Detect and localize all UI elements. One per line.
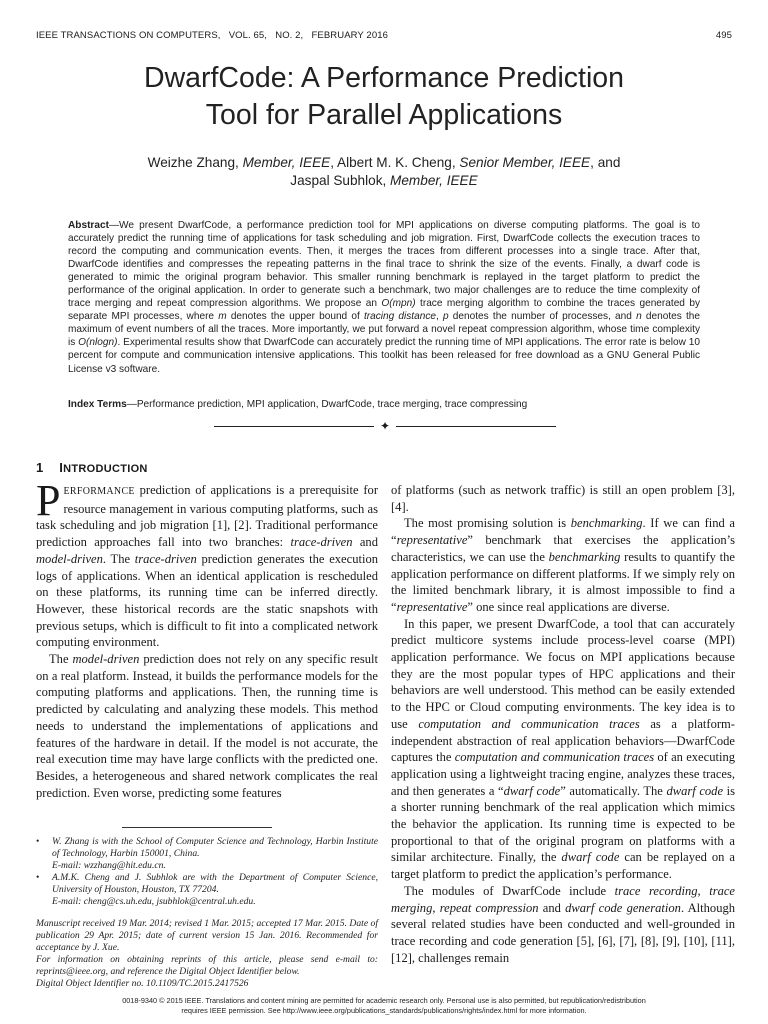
title-line-2: Tool for Parallel Applications [205,99,563,131]
footnotes [36,836,378,990]
doi-line: Digital Object Identifier no. 10.1109/TC.2015.2417526 [36,978,249,990]
body-italic: trace merging [391,883,735,915]
body-italic: model-driven [36,551,103,566]
abstract-text: , [436,311,443,323]
body-text: . If we can find a “ [391,516,735,548]
bullet-icon: • [36,872,40,884]
body-paragraph [36,476,378,651]
index-terms-label: Index Terms [68,399,127,410]
abstract-text: denotes the maximum of event numbers of all the traces. More importantly, we put forward a novel repeat compression algorithm, whose time complexity is [68,311,700,349]
copyright-notice [0,996,768,1015]
author-3-role: Member, IEEE [390,173,478,188]
body-text: ” benchmark that exercises the application’s characteristics, we can use the [391,533,735,564]
body-text: . Although several related studies have been conducted and well-grounded in trace recording and code generation [5], [6], [7], [8], [9], [10], [11], [12], challenges remain [391,900,736,965]
divider-line-right [396,426,556,427]
left-column [36,476,378,801]
body-italic: dwarf code generation [565,900,681,915]
body-paragraph [391,616,735,883]
author-sep-1: , Albert M. K. Cheng, [330,155,460,170]
section-heading [36,460,148,475]
copyright-line-2: requires IEEE permission. See http://www.ieee.org/publications_standards/publications/rights/index.html for more information. [181,1005,587,1015]
body-text: and [538,900,566,915]
footnote-text: W. Zhang is with the School of Computer Science and Technology, Harbin Institute of Technology, Harbin 150001, China. [52,836,378,860]
body-text: prediction generates the execution logs of applications. When an identical application is rescheduled on these platforms, its running time can be inferred directly. However, these historical records are the static snapshots with previous setups, which is difficult to fit into a complicated network computing environment. [36,551,378,650]
body-text: The most promising solution is [404,516,571,531]
abstract-text: denotes the number of processes, and [448,311,637,323]
author-sep-2: , and [590,155,621,170]
abstract-text: . Experimental results show that DwarfCode can accurately predict the running time of MPI applications. The error rate is below 10 percent for compute and communication intensive applications. This toolkit has been released for free download as a GNU General Public License v3 software. [68,337,700,375]
body-text: can be replayed on a target platform to predict the application’s performance. [391,850,735,882]
small-caps-text: ERFORMANCE [63,486,135,497]
body-text: prediction of applications is a prerequisite for resource management in various computing platforms, such as task scheduling and job migration [1], [2]. Traditional performance prediction approaches fall into two branches: [36,483,378,550]
manuscript-history: Manuscript received 19 Mar. 2014; revised 1 Mar. 2015; accepted 17 Mar. 2015. Date of publication 29 Apr. 2015; date of current version 15 Jan. 2016. Recommended for acceptance by J. Xue. [36,917,378,953]
body-text: The modules of DwarfCode include [404,883,615,898]
abstract-italic: p [443,311,449,323]
footnote-affiliation [36,836,378,872]
body-paragraph [391,515,735,615]
body-text: as a platform-independent abstraction of real application behaviors—DwarfCode captures the [391,716,735,765]
abstract-italic: m [218,311,227,323]
body-text: ” one since real applications are diverse. [467,599,670,614]
abstract-text: —We present DwarfCode, a performance prediction tool for MPI applications on diverse computing platforms. The goal is to accurately predict the running time of applications for task scheduling and job migration. First, DwarfCode collects the execution traces to record the computing and communication events. Then, it merges the traces from different processes into a single trace. After that, DwarfCode identifies and compresses the repeating patterns in the final trace to shrink the size of the events. Finally, a dwarf code is generated to mimic the original program behavior. This smaller running benchmark is replayed in the target platform to predict the performance of the original application. In order to generate such a benchmark, two major challenges are to reduce the time complexity of trace merging and repeat compression algorithms. We propose an [68,220,700,310]
journal-info: IEEE TRANSACTIONS ON COMPUTERS, VOL. 65, NO. 2, FEBRUARY 2016 [36,30,388,41]
body-italic: computation and communication traces [454,750,655,765]
reprint-info: For information on obtaining reprints of this article, please send e-mail to: reprints@ieee.org, and reference the Digital Object Identifier below. [36,953,378,977]
section-title-initial: I [59,460,64,475]
body-italic: computation and communication traces [418,716,640,731]
page-number: 495 [715,30,732,41]
running-header [36,30,732,44]
body-italic: benchmarking [548,549,621,564]
body-italic: dwarf code [666,783,724,798]
body-italic: representative [396,533,468,548]
body-text: . The [102,551,135,566]
section-number: 1 [36,460,44,475]
title-line-1: DwarfCode: A Performance Prediction [144,62,624,94]
body-text: of platforms (such as network traffic) is still an open problem [3], [4]. [391,483,735,514]
paper-title [0,60,768,134]
abstract-italic: O(mpn) [381,298,416,310]
body-text: , [697,883,710,898]
author-2-role: Senior Member, IEEE [459,155,591,170]
index-terms-text: —Performance prediction, MPI application, DwarfCode, trace merging, trace compressing [126,399,528,410]
abstract-text: denotes the upper bound of [226,311,364,323]
footnote-email: E-mail: wzzhang@hit.edu.cn. [52,860,166,872]
body-paragraph [391,482,735,515]
abstract-label: Abstract [68,220,109,231]
body-italic: model-driven [72,652,140,667]
author-1: Weizhe Zhang, [147,155,243,170]
abstract-italic: n [636,311,642,323]
body-text: prediction does not rely on any specific result on a real platform. Instead, it builds the performance models for the computing platforms and applications. Then, the running time is predicted by calculating and analyzing these models. This method needs to understand the implementations of applications and features of the hardware in detail. If the model is not accurate, the real execution time may have large conflicts with the predicted one. Besides, a heterogeneous and shared network complicates the real prediction. Even worse, predicting some features [36,652,378,800]
section-divider [214,420,556,434]
body-text: and [352,535,378,550]
body-text: The [49,652,73,667]
body-italic: benchmarking [570,516,643,531]
divider-line-left [214,426,374,427]
body-italic: trace recording [614,883,698,898]
divider-ornament-icon: ✦ [379,419,391,433]
drop-cap: P [36,476,61,525]
author-1-role: Member, IEEE [242,155,331,170]
abstract-text: trace merging algorithm to combine the traces generated by separate MPI processes, where [68,298,701,323]
body-text: In this paper, we present DwarfCode, a tool that can accurately predict multicore systems include process-level coarse (MPI) application performance. We focus on MPI applications because they are the most popular types of HPC applications and their behaviors are well understood. This method can be easily extended to the HPC or Cloud computing environments. The key idea is to use [391,616,735,731]
author-3: Jaspal Subhlok, [290,173,391,188]
abstract-italic: tracing distance [363,311,437,323]
body-paragraph [391,883,735,967]
body-italic: trace-driven [134,551,197,566]
body-text: ” automatically. The [560,783,667,798]
body-italic: repeat compression [439,900,539,915]
right-column [391,482,735,966]
body-italic: dwarf code [561,850,620,865]
body-text: of an executing application using a lightweight tracing engine, analyzes these traces, and then generates a “ [391,750,735,798]
footnote-text: A.M.K. Cheng and J. Subhlok are with the Department of Computer Science, University of Houston, Houston, TX 77204. [52,872,378,896]
body-text: results to quantify the application performance on different platforms. If we simply rely on the limited benchmark library, it is almost impossible to find a “ [391,549,735,614]
footnote-email: E-mail: cheng@cs.uh.edu, jsubhlok@central.uh.edu. [52,896,256,908]
copyright-line-1: 0018-9340 © 2015 IEEE. Translations and content mining are permitted for academic research only. Personal use is also permitted, but republication/redistribution [122,996,646,1005]
footnote-affiliation [36,872,378,908]
body-italic: representative [396,599,468,614]
body-italic: dwarf code [503,783,561,798]
index-terms [68,398,700,411]
section-title-rest: NTRODUCTION [63,463,148,475]
body-paragraph [36,651,378,801]
body-text: is a shorter running benchmark of the real application which mimics the behavior the application. Its running time is expected to be proportional to that of the original program on platforms with a similar architecture. Finally, the [391,783,735,865]
abstract [68,219,700,376]
body-text: , [432,900,440,915]
footnote-rule [122,827,272,828]
author-list [0,154,768,190]
abstract-italic: O(nlogn) [78,337,118,349]
bullet-icon: • [36,836,40,847]
body-italic: trace-driven [290,535,353,550]
